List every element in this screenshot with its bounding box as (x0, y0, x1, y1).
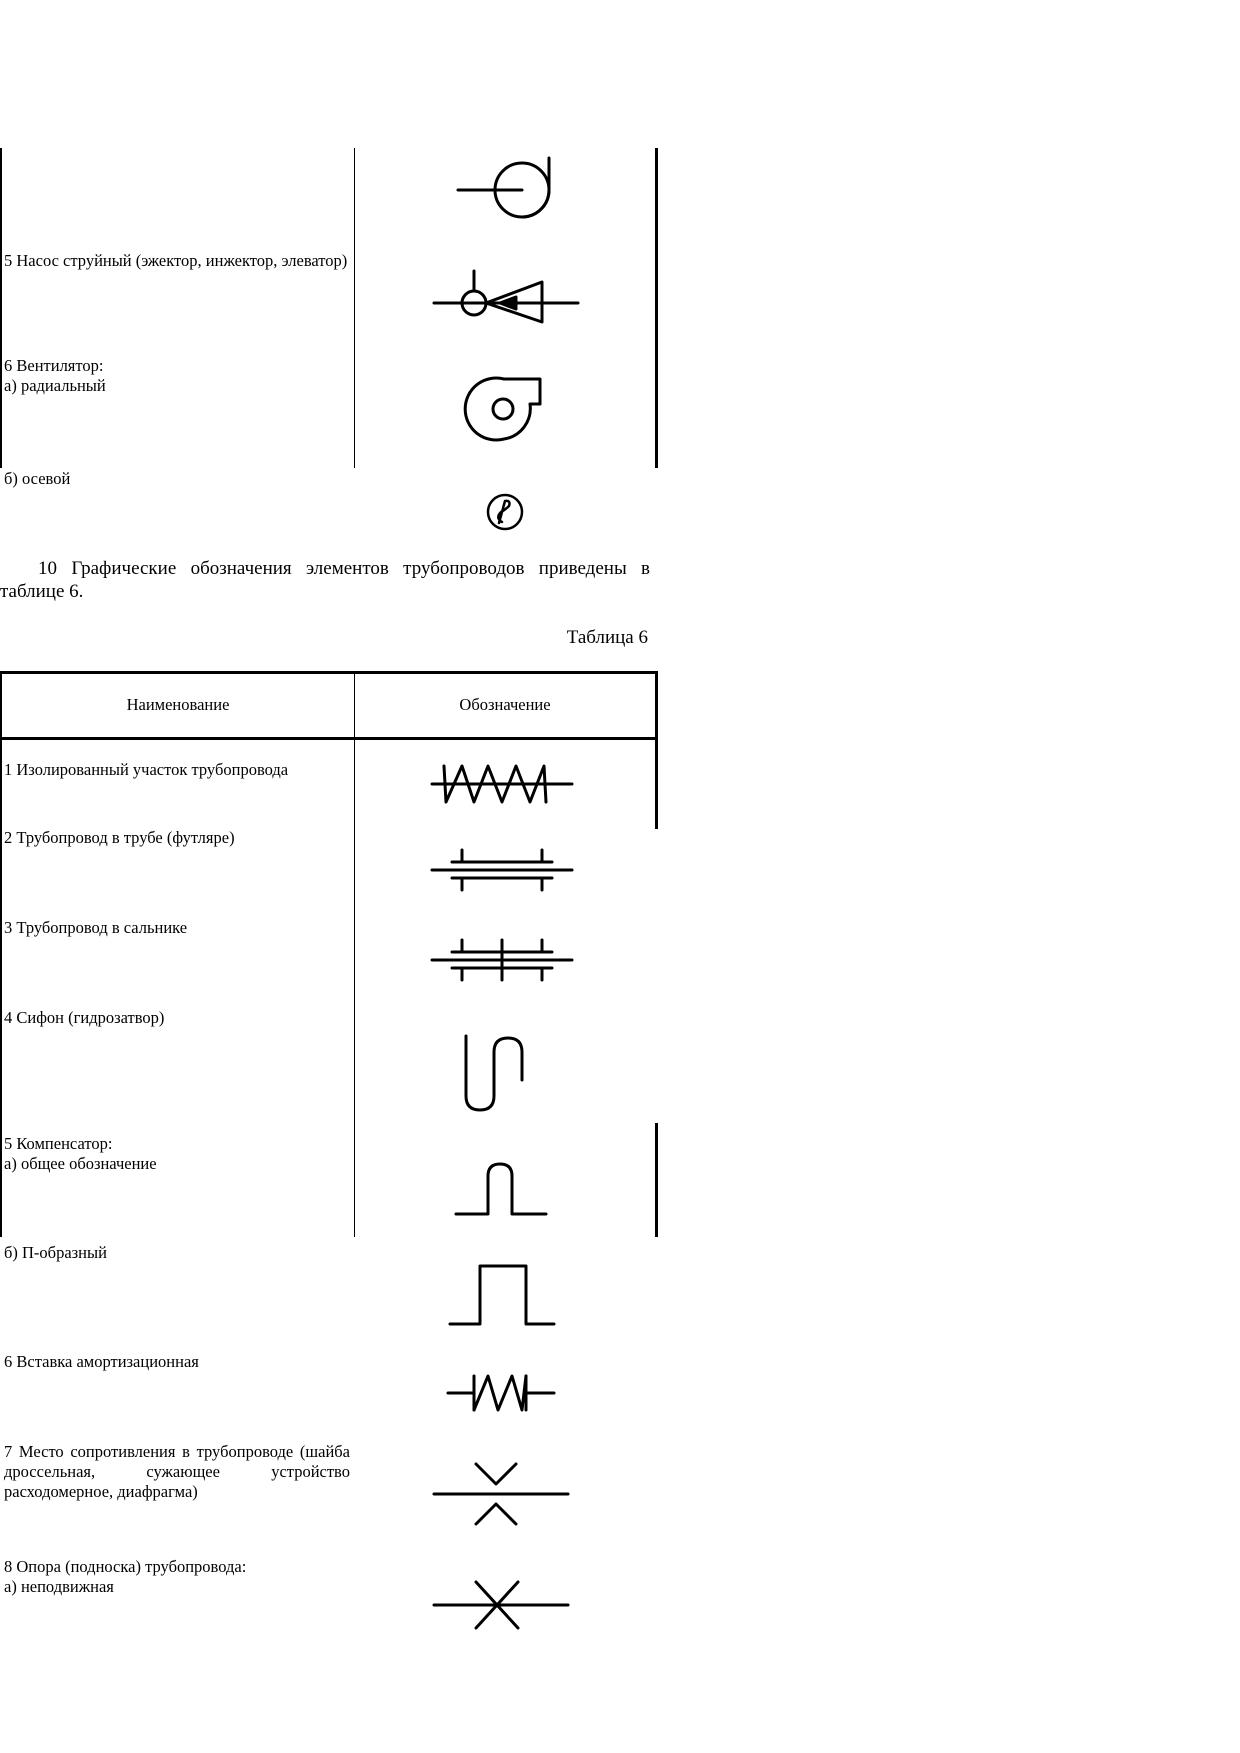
table6-left-border (0, 671, 2, 1237)
row-label-u-compensator: б) П-образный (4, 1243, 107, 1262)
table6-top-border (0, 671, 658, 674)
row-label-insulated-pipe: 1 Изолированный участок трубопровода (4, 760, 289, 779)
fixed-support-icon (432, 1578, 572, 1632)
pump-icon (455, 150, 555, 226)
header-designation: Обозначение (459, 695, 551, 714)
row-label-shock-insert: 6 Вставка амортизационная (4, 1352, 199, 1371)
table6-header-bottom-border (0, 737, 658, 740)
row-label-pipe-in-sleeve: 2 Трубопровод в трубе (футляре) (4, 828, 235, 847)
row-label-jet-pump: 5 Насос струйный (эжектор, инжектор, элеватор) (4, 251, 348, 270)
table6-right-border-header (655, 671, 658, 829)
jet-pump-icon (432, 268, 582, 324)
radial-fan-icon (468, 376, 548, 442)
row-label-pipe-in-gland: 3 Трубопровод в сальнике (4, 918, 188, 937)
row-label-fixed-support: 8 Опора (подноска) трубопровода: а) неподвижная (4, 1557, 247, 1596)
row-label-flow-restriction: 7 Место сопротивления в трубопроводе (шайба дроссельная, сужающее устройство расходомерное, диафрагма) (4, 1442, 350, 1501)
row-label-compensator: 5 Компенсатор: а) общее обозначение (4, 1134, 157, 1173)
insulated-pipe-icon (430, 762, 576, 806)
row-label-siphon: 4 Сифон (гидрозатвор) (4, 1008, 165, 1027)
table-caption: Таблица 6 (566, 627, 648, 648)
compensator-general-icon (452, 1160, 550, 1220)
shock-insert-icon (446, 1370, 556, 1416)
table6-column-divider (354, 671, 355, 1237)
row-label-fan: 6 Вентилятор: а) радиальный (4, 356, 106, 395)
row-label-axial-fan: б) осевой (4, 469, 71, 488)
table-left-border (0, 148, 2, 468)
u-compensator-icon (446, 1260, 558, 1330)
flow-restriction-icon (432, 1458, 572, 1530)
table-right-border (655, 148, 658, 468)
body-paragraph: 10 Графические обозначения элементов трубопроводов приведены в таблице 6. (0, 558, 650, 602)
pipe-in-gland-icon (430, 936, 576, 984)
siphon-icon (462, 1032, 534, 1114)
axial-fan-icon (485, 492, 525, 532)
pipe-in-sleeve-icon (430, 846, 576, 894)
table6-right-border-lower (655, 1123, 658, 1237)
table-column-divider (354, 148, 355, 468)
header-name: Наименование (126, 695, 230, 714)
